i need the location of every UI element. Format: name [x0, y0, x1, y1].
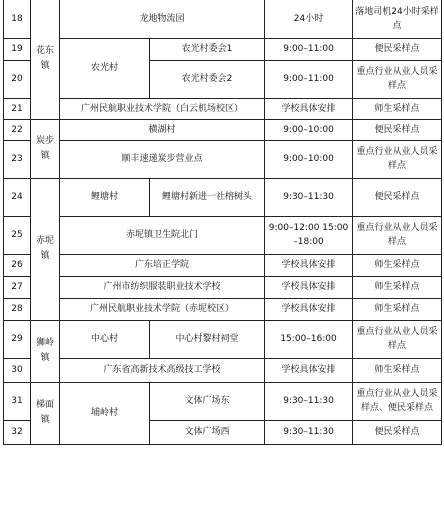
time-cell: 学校具体安排	[265, 98, 353, 119]
type-cell: 重点行业从业人员采样点	[353, 60, 442, 98]
table-row	[4, 140, 442, 178]
time-cell: 9:00–10:00	[265, 140, 353, 178]
time-cell: 24小时	[265, 0, 353, 38]
table-row	[4, 178, 442, 216]
town-cell: 炭步镇	[31, 119, 60, 178]
town-cell: 梯面镇	[31, 382, 60, 444]
type-cell: 便民采样点	[353, 38, 442, 60]
row-number: 19	[4, 38, 31, 60]
time-cell: 9:30–11:30	[265, 178, 353, 216]
time-cell: 9:00–12:00 15:00–18:00	[265, 216, 353, 254]
time-cell: 学校具体安排	[265, 358, 353, 382]
table-row	[4, 0, 442, 38]
row-number: 18	[4, 0, 31, 38]
row-number: 24	[4, 178, 31, 216]
site-cell: 广东省高新技术高级技工学校	[60, 358, 265, 382]
table-row	[4, 358, 442, 382]
row-number: 31	[4, 382, 31, 420]
type-cell: 重点行业从业人员采样点	[353, 140, 442, 178]
row-number: 23	[4, 140, 31, 178]
table-row	[4, 382, 442, 420]
site-cell: 广州民航职业技术学院（白云机场校区）	[60, 98, 265, 119]
time-cell: 学校具体安排	[265, 254, 353, 276]
site-cell: 顺丰速递炭步营业点	[60, 140, 265, 178]
site-cell: 鲤塘村新进一社榕树头	[150, 178, 265, 216]
town-cell: 狮岭镇	[31, 320, 60, 382]
row-number: 29	[4, 320, 31, 358]
row-number: 32	[4, 420, 31, 444]
town-cell: 花东镇	[31, 0, 60, 119]
site-cell: 农光村委会2	[150, 60, 265, 98]
town-cell: 赤坭镇	[31, 178, 60, 320]
type-cell: 重点行业从业人员采样点	[353, 320, 442, 358]
site-cell: 文体广场西	[150, 420, 265, 444]
table-row	[4, 98, 442, 119]
row-number: 27	[4, 276, 31, 298]
type-cell: 重点行业从业人员采样点、便民采样点	[353, 382, 442, 420]
time-cell: 15:00–16:00	[265, 320, 353, 358]
type-cell: 落地司机24小时采样点	[353, 0, 442, 38]
time-cell: 9:30–11:30	[265, 420, 353, 444]
table-row	[4, 298, 442, 320]
site-cell: 广州市纺织服装职业技术学校	[60, 276, 265, 298]
type-cell: 便民采样点	[353, 119, 442, 140]
time-cell: 学校具体安排	[265, 276, 353, 298]
village-cell: 农光村	[60, 38, 150, 98]
type-cell: 师生采样点	[353, 298, 442, 320]
time-cell: 9:00–11:00	[265, 60, 353, 98]
row-number: 21	[4, 98, 31, 119]
type-cell: 师生采样点	[353, 276, 442, 298]
village-cell: 鲤塘村	[60, 178, 150, 216]
type-cell: 便民采样点	[353, 420, 442, 444]
type-cell: 师生采样点	[353, 254, 442, 276]
table-row	[4, 38, 442, 60]
time-cell: 学校具体安排	[265, 298, 353, 320]
type-cell: 师生采样点	[353, 98, 442, 119]
site-cell: 广州民航职业技术学院（赤坭校区）	[60, 298, 265, 320]
site-cell: 龙地物流园	[60, 0, 265, 38]
type-cell: 师生采样点	[353, 358, 442, 382]
row-number: 22	[4, 119, 31, 140]
time-cell: 9:00–11:00	[265, 38, 353, 60]
table-row	[4, 119, 442, 140]
site-cell: 农光村委会1	[150, 38, 265, 60]
table-row	[4, 254, 442, 276]
sampling-sites-table	[3, 0, 442, 445]
village-cell: 埔岭村	[60, 382, 150, 444]
site-cell: 赤坭镇卫生院北门	[60, 216, 265, 254]
row-number: 28	[4, 298, 31, 320]
table-row	[4, 216, 442, 254]
table-row	[4, 276, 442, 298]
table-row	[4, 320, 442, 358]
type-cell: 重点行业从业人员采样点	[353, 216, 442, 254]
row-number: 25	[4, 216, 31, 254]
time-cell: 9:30–11:30	[265, 382, 353, 420]
time-cell: 9:00–10:00	[265, 119, 353, 140]
village-cell: 中心村	[60, 320, 150, 358]
type-cell: 便民采样点	[353, 178, 442, 216]
site-cell: 广东培正学院	[60, 254, 265, 276]
site-cell: 横湖村	[60, 119, 265, 140]
row-number: 30	[4, 358, 31, 382]
site-cell: 中心村黎村祠堂	[150, 320, 265, 358]
row-number: 20	[4, 60, 31, 98]
row-number: 26	[4, 254, 31, 276]
site-cell: 文体广场东	[150, 382, 265, 420]
